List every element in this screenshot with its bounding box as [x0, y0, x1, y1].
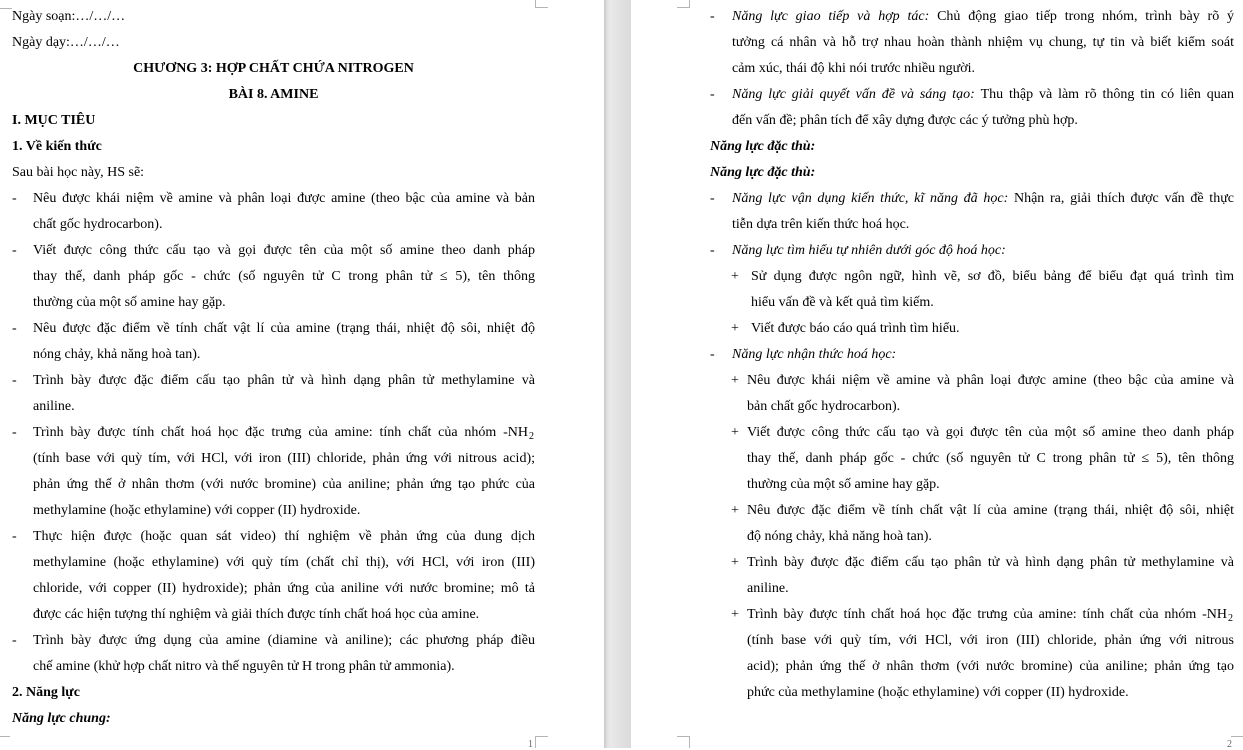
list-item-line: chế amine (khử hợp chất nitro và thế nguyên tử H trong phân tử ammonia).	[33, 659, 455, 674]
crop-mark	[536, 7, 548, 9]
list-item-line: Viết được công thức cấu tạo và gọi được tên của một số amine theo danh pháp	[747, 425, 1234, 440]
list-item-line: Trình bày được ứng dụng của amine (diamine và aniline); các phương pháp điều	[33, 633, 535, 648]
crop-mark	[536, 736, 548, 738]
list-item-line: Sử dụng được ngôn ngữ, hình vẽ, sơ đồ, biểu bảng để biểu đạt quá trình tìm	[751, 269, 1234, 284]
list-item-line: methylamine (hoặc ethylamine) với copper (II) hydroxide.	[33, 503, 361, 518]
list-item-line: acid); phản ứng thế ở nhân thơm (với nước bromine) của aniline; phản ứng tạo	[747, 659, 1234, 674]
bullet-plus: +	[731, 607, 739, 622]
date-taught: Ngày dạy:…/…/…	[12, 35, 120, 50]
list-item-line: được các hiện tượng thí nghiệm và giải thích được tính chất hoá học của amine.	[33, 607, 480, 622]
bullet-dash: -	[710, 243, 715, 258]
list-item-line: đến vấn đề; phân tích để xây dựng được các ý tưởng phù hợp.	[732, 113, 1078, 128]
general-competence-heading: Năng lực chung:	[12, 711, 111, 726]
bullet-dash: -	[12, 633, 17, 648]
bullet-dash: -	[710, 191, 715, 206]
list-item-line: chất gốc hydrocarbon).	[33, 217, 163, 232]
page-number: 2	[1227, 739, 1232, 750]
competence-text: Chủ động giao tiếp trong nhóm, trình bày rõ ý	[937, 9, 1234, 24]
document-page-1: Ngày soạn:…/…/… Ngày dạy:…/…/… CHƯƠNG 3: HỢP CHẤT CHỨA NITROGEN BÀI 8. AMINE I. MỤC TIÊU 1. Về kiến thức Sau bài học này, HS sẽ: - Nêu được khái niệm về amine và phân loại được amine (theo bậc của amine và bản chất gốc hydrocarbon). - Viết được công thức cấu tạo và gọi được tên của một số amine theo danh pháp thay thế, danh pháp gốc - chức (số nguyên tử C trong phân tử ≤ 5), tên thông thường của một số amine hay gặp. - Nêu được đặc điểm về tính chất vật lí của amine (trạng thái, nhiệt độ sôi, nhiệt độ nóng chảy, khả năng hoà tan). - Trình bày được đặc điểm cấu tạo phân tử và hình dạng phân tử methylamine và aniline. - Trình bày được tính chất hoá học đặc trưng của amine: tính chất của nhóm -NH 2 (tính base với quỳ tím, với HCl, với iron (III) chloride, phản ứng với nitrous acid); phản ứng thế ở nhân thơm (với nước bromine) của aniline; phản ứng tạo phức của methylamine (hoặc ethylamine) với copper (II) hydroxide. - Thực hiện được (hoặc quan sát video) thí nghiệm về phản ứng của dung dịch methylamine (hoặc ethylamine) với quỳ tím (chất chỉ thị), với HCl, với iron (III) chloride, với copper (II) hydroxide); phản ứng của aniline với nước bromine; mô tả được các hiện tượng thí nghiệm và giải thích được tính chất hoá học của amine. - Trình bày được ứng dụng của amine (diamine và aniline); các phương pháp điều chế amine (khử hợp chất nitro và thế nguyên tử H trong phân tử ammonia). 2. Năng lực Năng lực chung: 1	[0, 0, 606, 748]
list-item-line	[732, 86, 1234, 104]
document-page-2: - Năng lực giao tiếp và hợp tác: Chủ động giao tiếp trong nhóm, trình bày rõ ý tưởng cá nhân và hỗ trợ nhau hoàn thành nhiệm vụ chung, tự tin và biết kiểm soát cảm xúc, thái độ khi nói trước nhiều người. - Năng lực giải quyết vấn đề và sáng tạo: Thu thập và làm rõ thông tin có liên quan đến vấn đề; phân tích để xây dựng được các ý tưởng phù hợp. Năng lực đặc thù: Năng lực đặc thù: - Năng lực vận dụng kiến thức, kĩ năng đã học: Nhận ra, giải thích được vấn đề thực tiễn dựa trên kiến thức hoá học. - Năng lực tìm hiểu tự nhiên dưới góc độ hoá học: + Sử dụng được ngôn ngữ, hình vẽ, sơ đồ, biểu bảng để biểu đạt quá trình tìm hiểu vấn đề và kết quả tìm kiếm. + Viết được báo cáo quá trình tìm hiểu. - Năng lực nhận thức hoá học: + Nêu được khái niệm về amine và phân loại được amine (theo bậc của amine và bản chất gốc hydrocarbon). + Viết được công thức cấu tạo và gọi được tên của một số amine theo danh pháp thay thế, danh pháp gốc - chức (số nguyên tử C trong phân tử ≤ 5), tên thông thường của một số amine hay gặp. + Nêu được đặc điểm về tính chất vật lí của amine (trạng thái, nhiệt độ sôi, nhiệt độ nóng chảy, khả năng hoà tan). + Trình bày được đặc điểm cấu tạo phân tử và hình dạng phân tử methylamine và aniline. + Trình bày được tính chất hoá học đặc trưng của amine: tính chất của nhóm -NH 2 (tính base với quỳ tím, với HCl, với iron (III) chloride, phản ứng với nitrous acid); phản ứng thế ở nhân thơm (với nước bromine) của aniline; phản ứng tạo phức của methylamine (hoặc ethylamine) với copper (II) hydroxide. 2	[631, 0, 1243, 748]
competence-label: Năng lực giao tiếp và hợp tác:	[732, 9, 930, 24]
list-item-line: methylamine (hoặc ethylamine) với quỳ tím (chất chỉ thị), với HCl, với iron (III)	[33, 555, 535, 570]
list-item-line: chloride, với copper (II) hydroxide); phản ứng của aniline với nước bromine; mô tả	[33, 581, 535, 596]
list-item-line: hiểu vấn đề và kết quả tìm kiếm.	[751, 295, 934, 310]
bullet-dash: -	[12, 373, 17, 388]
competence-label: Năng lực vận dụng kiến thức, kĩ năng đã học:	[732, 191, 1009, 206]
list-item-line: Viết được báo cáo quá trình tìm hiểu.	[751, 321, 960, 336]
bullet-plus: +	[731, 269, 739, 284]
list-item-line	[732, 8, 1234, 26]
bullet-plus: +	[731, 373, 739, 388]
crop-mark	[689, 736, 691, 748]
list-item-line: Nêu được khái niệm về amine và phân loại được amine (theo bậc của amine và	[747, 373, 1234, 388]
list-item-line	[732, 190, 1234, 208]
competence-text: Nhận ra, giải thích được vấn đề thực	[1013, 191, 1235, 206]
chapter-title: CHƯƠNG 3: HỢP CHẤT CHỨA NITROGEN	[133, 61, 414, 76]
bullet-dash: -	[710, 9, 715, 24]
list-item-line: (tính base với quỳ tím, với HCl, với iron (III) chloride, phản ứng với nitrous	[747, 633, 1234, 648]
date-prepared: Ngày soạn:…/…/…	[12, 9, 126, 24]
list-item-line: Trình bày được tính chất hoá học đặc trưng của amine: tính chất của nhóm -NH	[33, 425, 528, 440]
list-item-line: độ nóng chảy, khả năng hoà tan).	[747, 529, 932, 544]
bullet-dash: -	[12, 425, 17, 440]
list-item-line: aniline.	[33, 399, 75, 414]
list-item-line: (tính base với quỳ tím, với HCl, với iron (III) chloride, phản ứng với nitrous acid);	[33, 451, 535, 466]
subsection-heading-knowledge: 1. Về kiến thức	[12, 139, 102, 154]
list-item-line: thường của một số amine hay gặp.	[747, 477, 940, 492]
crop-mark	[1231, 736, 1243, 738]
list-item-line: bản chất gốc hydrocarbon).	[747, 399, 901, 414]
crop-mark	[677, 7, 689, 9]
crop-mark	[677, 736, 689, 738]
bullet-dash: -	[12, 191, 17, 206]
list-item-line: Trình bày được đặc điểm cấu tạo phân tử và hình dạng phân tử methylamine và	[33, 373, 535, 388]
list-item-line: nóng chảy, khả năng hoà tan).	[33, 347, 201, 362]
bullet-dash: -	[710, 347, 715, 362]
special-competence-heading: Năng lực đặc thù:	[710, 139, 816, 154]
crop-mark	[0, 736, 10, 738]
list-item-line: aniline.	[747, 581, 789, 596]
page-number: 1	[528, 739, 533, 750]
competence-label: Năng lực nhận thức hoá học:	[732, 347, 897, 362]
list-item-line: tưởng cá nhân và hỗ trợ nhau hoàn thành nhiệm vụ chung, tự tin và biết kiểm soát	[732, 35, 1234, 50]
subsection-heading-competence: 2. Năng lực	[12, 685, 80, 700]
list-item-line: Trình bày được đặc điểm cấu tạo phân tử và hình dạng phân tử methylamine và	[747, 555, 1234, 570]
competence-text: Thu thập và làm rõ thông tin có liên quan	[980, 87, 1234, 102]
intro-text: Sau bài học này, HS sẽ:	[12, 165, 145, 180]
bullet-dash: -	[12, 243, 17, 258]
competence-label: Năng lực tìm hiểu tự nhiên dưới góc độ hoá học:	[732, 243, 1006, 258]
list-item-line: Nêu được đặc điểm về tính chất vật lí của amine (trạng thái, nhiệt độ sôi, nhiệt	[747, 503, 1234, 518]
list-item-line: phức của methylamine (hoặc ethylamine) với copper (II) hydroxide.	[747, 685, 1129, 700]
list-item-line: tiễn dựa trên kiến thức hoá học.	[732, 217, 910, 232]
list-item-line: thay thế, danh pháp gốc - chức (số nguyên tử C trong phân tử ≤ 5), tên thông	[33, 269, 535, 284]
list-item-line: Nêu được khái niệm về amine và phân loại được amine (theo bậc của amine và bản	[33, 191, 535, 206]
competence-label: Năng lực giải quyết vấn đề và sáng tạo:	[732, 87, 975, 102]
bullet-plus: +	[731, 503, 739, 518]
bullet-plus: +	[731, 555, 739, 570]
list-item-line: thường của một số amine hay gặp.	[33, 295, 226, 310]
bullet-dash: -	[12, 321, 17, 336]
page-edge	[604, 0, 606, 748]
list-item-line: Viết được công thức cấu tạo và gọi được tên của một số amine theo danh pháp	[33, 243, 535, 258]
bullet-dash: -	[710, 87, 715, 102]
special-competence-heading: Năng lực đặc thù:	[710, 165, 816, 180]
crop-mark	[689, 0, 691, 8]
list-item-line: Nêu được đặc điểm về tính chất vật lí của amine (trạng thái, nhiệt độ sôi, nhiệt độ	[33, 321, 535, 336]
list-item-line: thay thế, danh pháp gốc - chức (số nguyên tử C trong phân tử ≤ 5), tên thông	[747, 451, 1234, 466]
page-gutter	[606, 0, 631, 748]
bullet-plus: +	[731, 321, 739, 336]
list-item-line: Trình bày được tính chất hoá học đặc trưng của amine: tính chất của nhóm -NH	[747, 607, 1227, 622]
section-heading-objectives: I. MỤC TIÊU	[12, 113, 96, 128]
list-item-line: phản ứng thế ở nhân thơm (với nước bromine) của aniline; phản ứng tạo phức của	[33, 477, 535, 492]
bullet-plus: +	[731, 425, 739, 440]
lesson-title: BÀI 8. AMINE	[228, 87, 319, 102]
bullet-dash: -	[12, 529, 17, 544]
list-item-line: Thực hiện được (hoặc quan sát video) thí nghiệm về phản ứng của dung dịch	[33, 529, 535, 544]
list-item-line: cảm xúc, thái độ khi nói trước nhiều người.	[732, 61, 976, 76]
crop-mark	[0, 0, 12, 9]
